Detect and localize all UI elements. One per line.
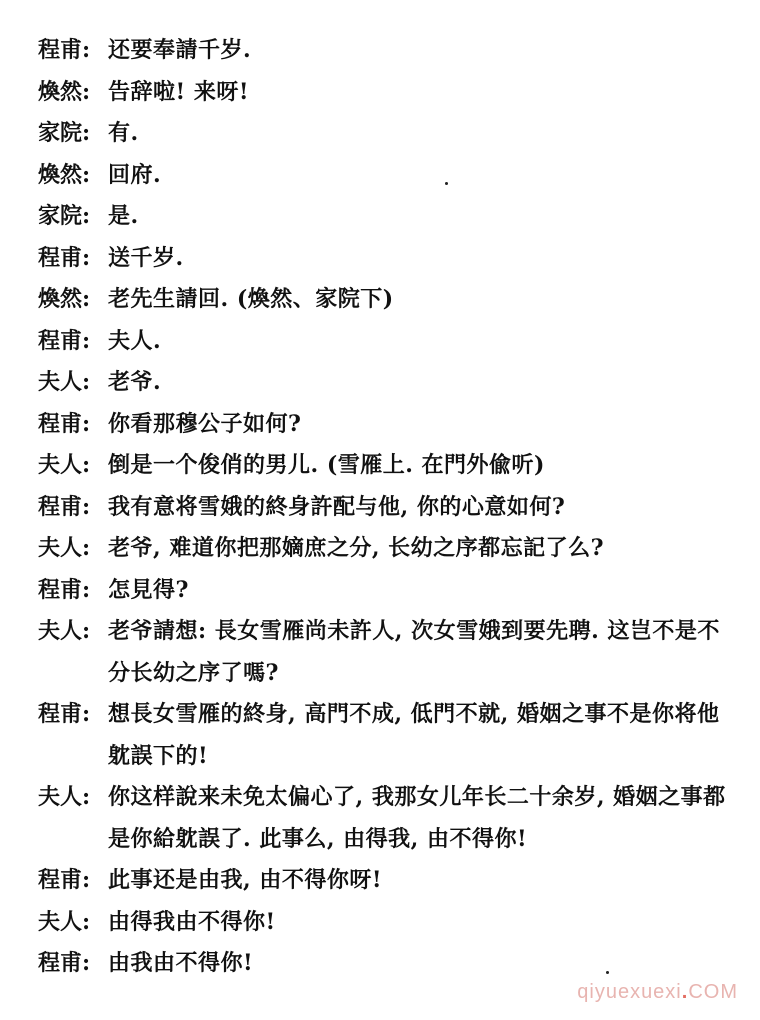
script-line: [38, 902, 738, 944]
dialogue-text: 此事还是由我, 由不得你呀!: [108, 867, 382, 893]
dialogue-text: 是.: [108, 203, 139, 229]
speaker-name: 夫人:: [38, 452, 91, 478]
watermark-prefix: qiyuexuexi: [577, 981, 682, 1003]
script-line: [38, 528, 738, 570]
script-line: [38, 72, 738, 114]
script-line: [38, 113, 738, 155]
speaker-name: 程甫:: [38, 576, 91, 603]
speaker-name: 煥然:: [38, 78, 91, 105]
dialogue-text: 怎見得?: [108, 576, 189, 603]
watermark-dot: .: [681, 981, 689, 1003]
watermark-suffix: COM: [688, 981, 738, 1003]
speaker-name: 夫人:: [38, 535, 91, 561]
script-line: [38, 404, 738, 446]
speaker-name: 夫人:: [38, 369, 91, 395]
dialogue-text: 老爷, 难道你把那嫡庶之分, 长幼之序都忘記了么?: [108, 535, 605, 561]
dialogue-text: 由得我由不得你!: [108, 908, 276, 935]
site-watermark: [577, 981, 738, 1004]
speaker-name: 程甫:: [38, 37, 91, 63]
dialogue-text: 告辞啦! 来呀!: [108, 78, 249, 105]
speaker-name: 程甫:: [38, 867, 91, 893]
dialogue-text: 老爷請想: 長女雪雁尚未許人, 次女雪娥到要先聘. 这岂不是不分长幼之序了嗎?: [108, 618, 720, 686]
dialogue-text: 有.: [108, 120, 139, 146]
speaker-name: 程甫:: [38, 327, 91, 354]
dialogue-text: 老爷.: [108, 369, 162, 395]
script-line: [38, 321, 738, 363]
script-line: [38, 362, 738, 404]
speaker-name: 家院:: [38, 120, 91, 146]
dialogue-text: 夫人.: [108, 327, 162, 354]
speaker-name: 程甫:: [38, 701, 91, 727]
script-line: [38, 279, 738, 321]
script-line: [38, 943, 738, 985]
script-line: [38, 155, 738, 197]
dialogue-text: 你这样說来未免太偏心了, 我那女儿年长二十余岁, 婚姻之事都是你給躭誤了. 此事么, 由得我, 由不得你!: [108, 784, 726, 852]
speaker-name: 煥然:: [38, 161, 91, 188]
dialogue-text: 回府.: [108, 161, 162, 188]
speaker-name: 夫人:: [38, 908, 91, 935]
speaker-name: 程甫:: [38, 244, 91, 271]
speaker-name: 夫人:: [38, 618, 91, 644]
speaker-name: 程甫:: [38, 950, 91, 976]
script-line: [38, 487, 738, 529]
script-line: [38, 777, 738, 860]
script-line: [38, 196, 738, 238]
speaker-name: 程甫:: [38, 493, 91, 520]
script-page: [38, 30, 738, 985]
script-line: [38, 611, 738, 694]
dialogue-text: 由我由不得你!: [108, 950, 254, 976]
dialogue-text: 想長女雪雁的終身, 高門不成, 低門不就, 婚姻之事不是你将他躭誤下的!: [108, 701, 720, 769]
dialogue-text: 你看那穆公子如何?: [108, 410, 302, 437]
speaker-name: 程甫:: [38, 410, 91, 437]
dialogue-text: 我有意将雪娥的終身許配与他, 你的心意如何?: [108, 493, 566, 520]
speaker-name: 夫人:: [38, 784, 91, 810]
speaker-name: 煥然:: [38, 286, 91, 312]
script-line: [38, 570, 738, 612]
speaker-name: 家院:: [38, 203, 91, 229]
script-line: [38, 860, 738, 902]
script-line: [38, 238, 738, 280]
scan-speck: [606, 971, 609, 974]
script-line: [38, 445, 738, 487]
dialogue-text: 倒是一个俊俏的男儿. (雪雁上. 在門外偸听): [108, 452, 545, 478]
dialogue-text: 还要奉請千岁.: [108, 37, 252, 63]
dialogue-text: 老先生請回. (煥然、家院下): [108, 286, 394, 312]
script-line: [38, 694, 738, 777]
dialogue-text: 送千岁.: [108, 244, 184, 271]
scan-speck: [445, 182, 448, 185]
script-line: [38, 30, 738, 72]
